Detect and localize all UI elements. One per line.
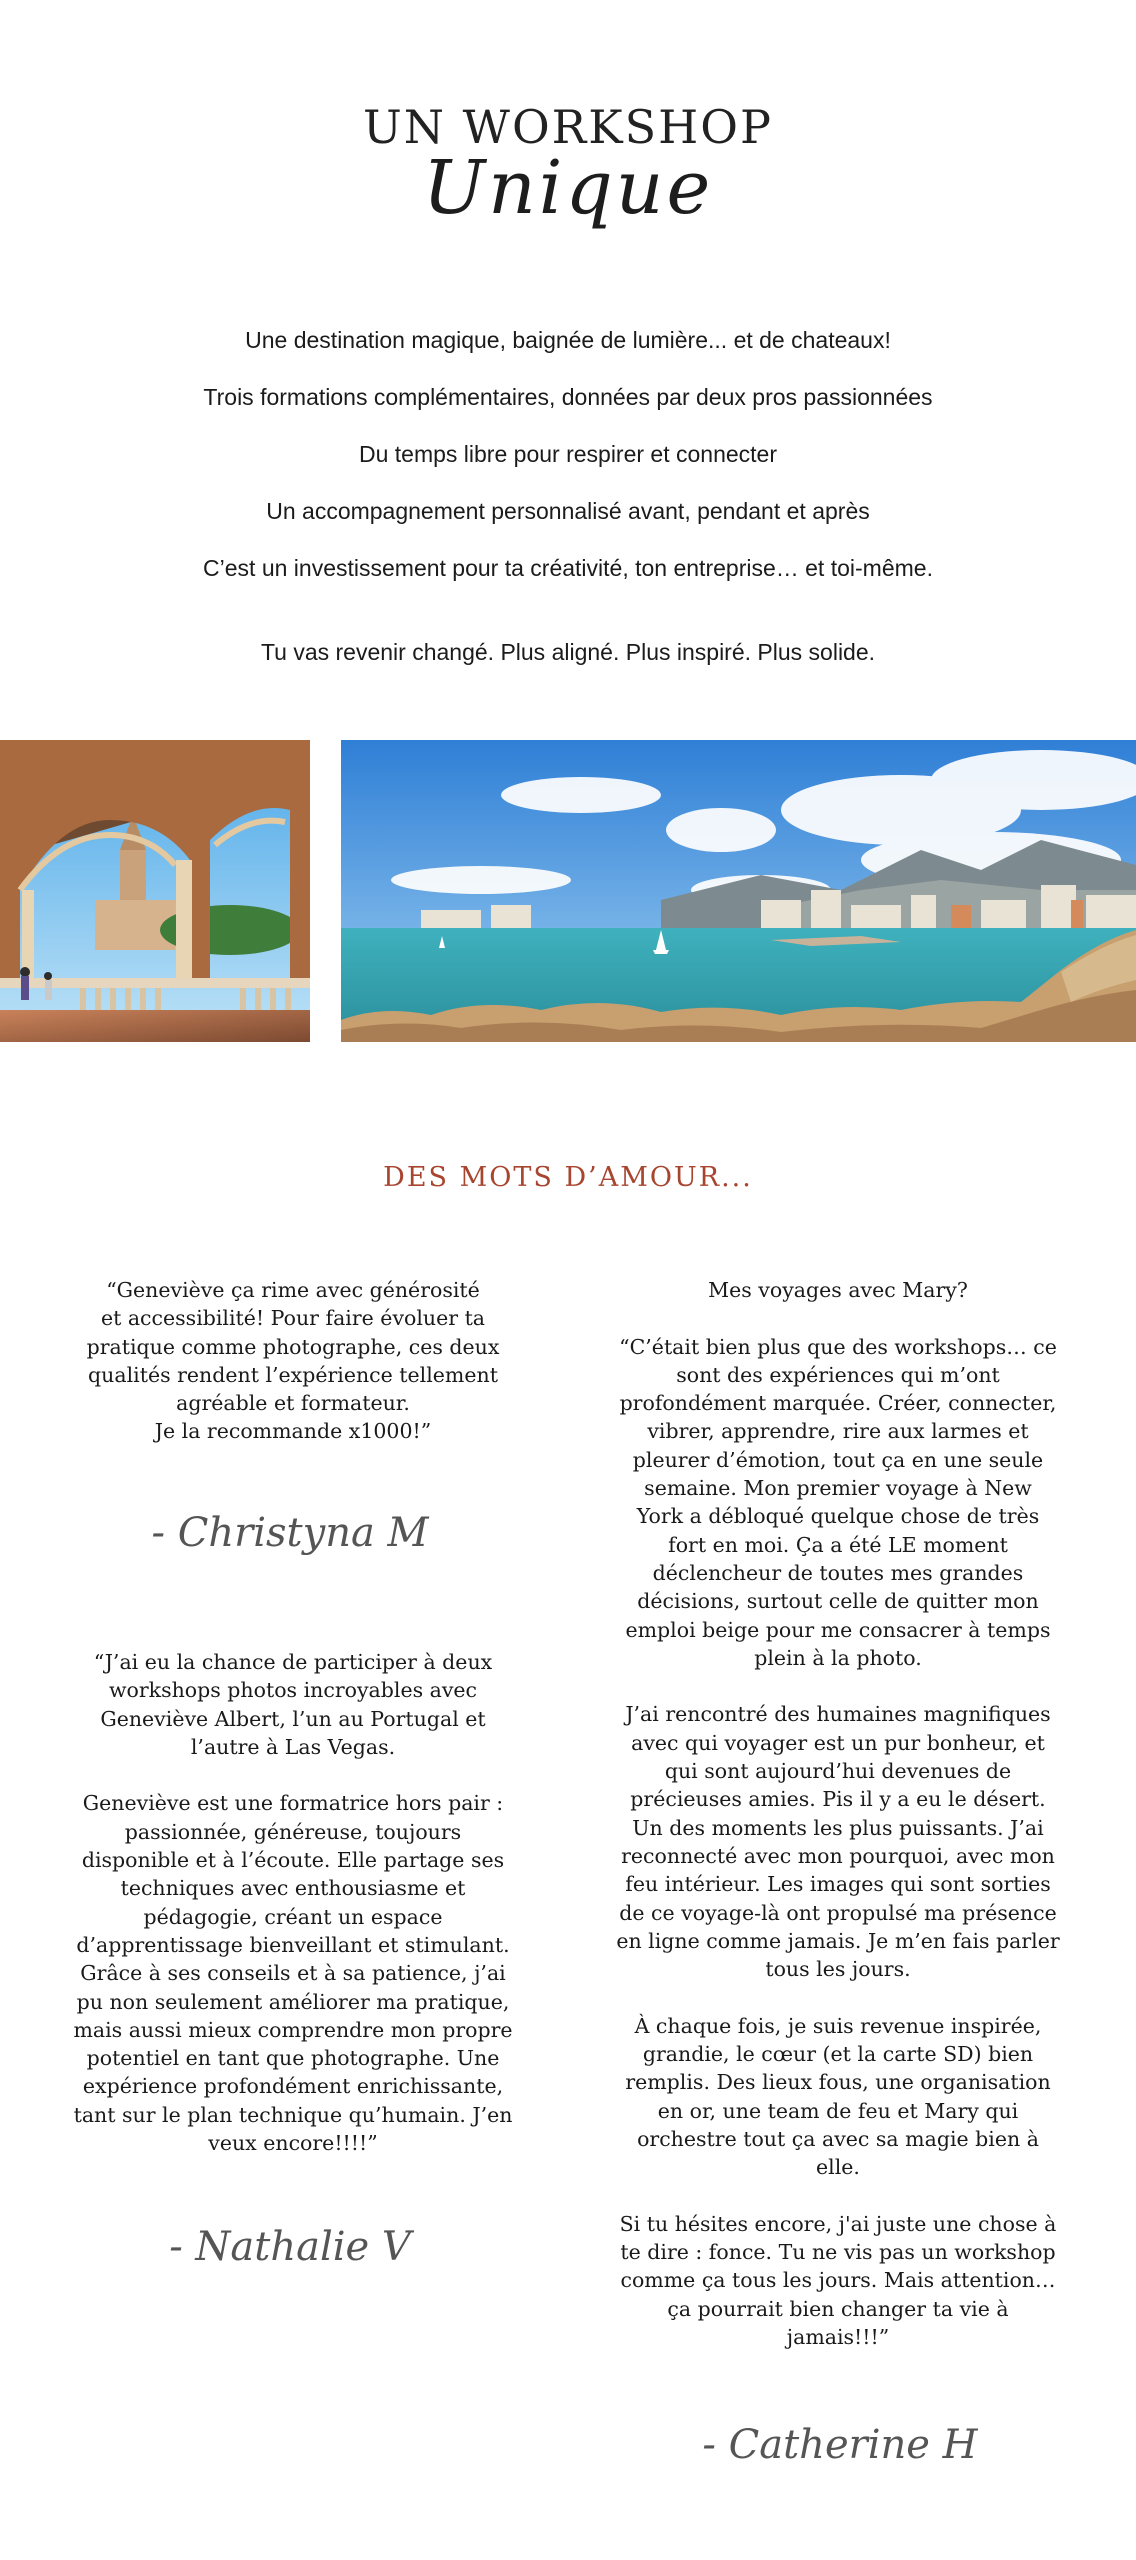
signature-nathalie: - Nathalie V: [169, 2224, 411, 2270]
testimonials-title: DES MOTS D’AMOUR...: [383, 1162, 753, 1193]
intro-closing: Tu vas revenir changé. Plus aligné. Plus inspiré. Plus solide.: [260, 639, 876, 665]
intro-line-4: Un accompagnement personnalisé avant, pendant et après: [266, 498, 870, 524]
testimonial-quote-christyna: “Geneviève ça rime avec générosité et accessibilité! Pour faire évoluer ta pratique comme photographe, ces deux qualités rendent l’expérience tellement agréable et formateur. Je la recommande x1000!”: [86, 1278, 500, 1444]
testimonial-quote-nathalie: “J’ai eu la chance de participer à deux workshops photos incroyables avec Geneviève Albert, l’un au Portugal et l’autre à Las Vegas. Geneviève est une formatrice hors pair : passionnée, généreuse, toujours disponible et à l’écoute. Elle partage ses techniques avec enthousiasme et pédagogie, créant un espace d’apprentissage bienveillant et stimulant. Grâce à ses conseils et à sa patience, j’ai pu non seulement améliorer ma pratique, mais aussi mieux comprendre mon propre potentiel en tant que photographe. Une expérience profondément enrichissante, tant sur le plan technique qu’humain. J’en veux encore!!!!”: [73, 1650, 513, 2156]
page-title: UN WORKSHOP: [363, 100, 773, 154]
testimonial-quote-catherine: Mes voyages avec Mary? “C’était bien plus que des workshops… ce sont des expériences qui m’ont profondément marquée. Créer, connecter, vibrer, apprendre, rire aux larmes et pleurer d’émotion, tout ça en une seule semaine. Mon premier voyage à New York a débloqué quelque chose de très fort en moi. Ça a été LE moment déclencheur de toutes mes grandes décisions, surtout celle de quitter mon emploi beige pour me consacrer à temps plein à la photo. J’ai rencontré des humaines magnifiques avec qui voyager est un pur bonheur, et qui sont aujourd’hui devenues de précieuses amies. Pis il y a eu le désert. Un des moments les plus puissants. J’ai reconnecté avec mon pourquoi, avec mon feu intérieur. Les images qui sont sorties de ce voyage-là ont propulsé ma présence en ligne comme jamais. Je m’en fais parler tous les jours. À chaque fois, je suis revenue inspirée, grandie, le cœur (et la carte SD) bien remplis. Des lieux fous, une organisation en or, une team de feu et Mary qui orchestre tout ça avec sa magie bien à elle. Si tu hésites encore, j'ai juste une chose à te dire : fonce. Tu ne vis pas un workshop comme ça tous les jours. Mais attention… ça pourrait bien changer ta vie à jamais!!!”: [616, 1278, 1060, 2349]
intro-line-3: Du temps libre pour respirer et connecter: [358, 441, 778, 467]
page-title-script: Unique: [422, 145, 714, 231]
intro-line-2: Trois formations complémentaires, données par deux pros passionnées: [203, 384, 933, 410]
coastal-city-photo: [341, 740, 1136, 1042]
intro-line-5: C’est un investissement pour ta créativité, ton entreprise… et toi-même.: [203, 555, 933, 581]
signature-christyna: - Christyna M: [151, 1510, 429, 1556]
sevilla-arcade-photo: [0, 740, 310, 1042]
signature-catherine: - Catherine H: [702, 2422, 978, 2468]
intro-line-1: Une destination magique, baignée de lumière... et de chateaux!: [245, 327, 891, 353]
